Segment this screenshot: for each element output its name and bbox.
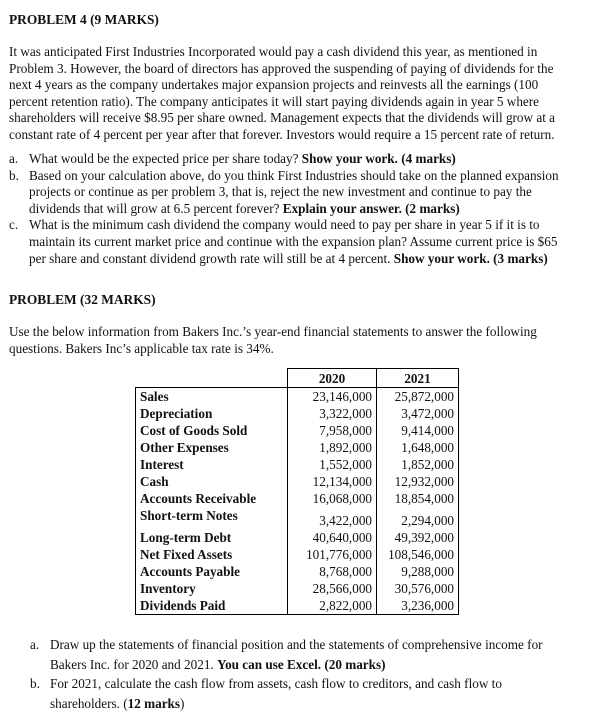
question-instruction: You can use Excel. (20 marks) (217, 656, 386, 672)
question-text: Draw up the statements of financial position and the statements of comprehensive income for (50, 637, 543, 652)
value-2020: 3,322,000 (288, 405, 377, 422)
problem-5-intro (9, 324, 594, 357)
question-text: Based on your calculation above, do you think First Industries should take on the planned expansion (29, 167, 559, 183)
table-row (136, 546, 459, 563)
table-row (136, 563, 459, 580)
row-label: Other Expenses (136, 439, 288, 456)
intro-line: Problem 3. However, the board of directors has approved the suspending of paying of dividends for the (9, 60, 554, 76)
value-2020: 101,776,000 (288, 546, 377, 563)
question-marker: a. (30, 637, 40, 652)
intro-line: constant rate of 4 percent per year after that forever. Investors would require a 15 percent rate of return. (9, 126, 555, 142)
row-label: Cost of Goods Sold (136, 422, 288, 439)
table-row (136, 507, 459, 529)
table-row (136, 473, 459, 490)
question-marker: c. (9, 217, 19, 233)
intro-line: questions. Bakers Inc’s applicable tax rate is 34%. (9, 340, 274, 356)
problem-4-heading: PROBLEM 4 (9 MARKS) (9, 12, 159, 27)
value-2021: 108,546,000 (377, 546, 459, 563)
value-2020: 1,552,000 (288, 456, 377, 473)
table-header-row (136, 369, 459, 388)
question-b (9, 168, 559, 218)
question-instruction: Explain your answer. (2 marks) (282, 200, 460, 216)
value-2021: 30,576,000 (377, 580, 459, 597)
intro-line: next 4 years as the company undertakes major expansion projects and reinvests all the earnings (100 (9, 77, 539, 93)
question-text: What is the minimum cash dividend the company would need to pay per share in year 5 if it is to (29, 217, 540, 233)
table-row (136, 529, 459, 546)
value-2021: 2,294,000 (377, 507, 459, 529)
value-2020: 1,892,000 (288, 439, 377, 456)
table-row (136, 405, 459, 422)
value-2021: 1,852,000 (377, 456, 459, 473)
column-header-2021: 2021 (377, 369, 459, 388)
table-row (136, 580, 459, 597)
table-row (136, 597, 459, 615)
value-2020: 8,768,000 (288, 563, 377, 580)
value-2021: 18,854,000 (377, 490, 459, 507)
question-text: What would be the expected price per share today? (29, 151, 302, 166)
question-text: shareholders. ( (50, 695, 128, 711)
row-label: Cash (136, 473, 288, 490)
value-2020: 2,822,000 (288, 597, 377, 615)
financial-data-table (135, 368, 459, 615)
problem-4-intro (9, 44, 594, 144)
question-marker: a. (9, 151, 19, 166)
problem-5-questions (30, 635, 543, 713)
question-b (30, 674, 543, 713)
value-2020: 3,422,000 (288, 507, 377, 529)
intro-line: It was anticipated First Industries Incorporated would pay a cash dividend this year, as mentioned in (9, 44, 538, 59)
row-label: Short-term Notes (136, 507, 288, 529)
question-c (9, 217, 559, 267)
value-2021: 9,288,000 (377, 563, 459, 580)
question-marker: b. (9, 167, 19, 183)
question-text: dividends that will grow at 6.5 percent forever? (29, 200, 283, 216)
table-row (136, 422, 459, 439)
row-label: Inventory (136, 580, 288, 597)
question-a (9, 151, 559, 168)
question-instruction: Show your work. (3 marks) (393, 250, 548, 266)
question-instruction: 12 marks (127, 695, 181, 711)
value-2020: 16,068,000 (288, 490, 377, 507)
question-text: projects or continue as per problem 3, that is, reject the new investment and continue to pay the (29, 184, 532, 200)
row-label: Net Fixed Assets (136, 546, 288, 563)
value-2020: 28,566,000 (288, 580, 377, 597)
row-label: Dividends Paid (136, 597, 288, 615)
value-2020: 7,958,000 (288, 422, 377, 439)
value-2021: 9,414,000 (377, 422, 459, 439)
question-marker: b. (30, 676, 40, 691)
value-2021: 25,872,000 (377, 388, 459, 406)
table-row (136, 439, 459, 456)
intro-line: percent retention ratio). The company anticipates it will start paying dividends again in year 5 where (9, 93, 540, 109)
row-label: Sales (136, 388, 288, 406)
row-label: Interest (136, 456, 288, 473)
value-2021: 3,472,000 (377, 405, 459, 422)
question-a (30, 635, 543, 674)
row-label: Accounts Payable (136, 563, 288, 580)
question-text: maintain its current market price and continue with the expansion plan? Assume current price is $65 (29, 233, 558, 249)
value-2021: 1,648,000 (377, 439, 459, 456)
value-2021: 12,932,000 (377, 473, 459, 490)
header-blank (136, 369, 288, 388)
value-2020: 23,146,000 (288, 388, 377, 406)
question-text: Bakers Inc. for 2020 and 2021. (50, 656, 218, 672)
column-header-2020: 2020 (288, 369, 377, 388)
row-label: Accounts Receivable (136, 490, 288, 507)
intro-line: shareholders will receive $8.95 per share owned. Management expects that the dividends will grow at a (9, 110, 556, 126)
table-row (136, 490, 459, 507)
value-2021: 3,236,000 (377, 597, 459, 615)
question-text: For 2021, calculate the cash flow from assets, cash flow to creditors, and cash flow to (50, 676, 502, 691)
problem-4-questions (9, 151, 559, 267)
question-instruction: Show your work. (4 marks) (301, 151, 456, 166)
problem-5-heading: PROBLEM (32 MARKS) (9, 292, 156, 307)
table-row (136, 388, 459, 406)
value-2021: 49,392,000 (377, 529, 459, 546)
row-label: Depreciation (136, 405, 288, 422)
value-2020: 40,640,000 (288, 529, 377, 546)
row-label: Long-term Debt (136, 529, 288, 546)
question-text: ) (180, 695, 185, 711)
intro-line: Use the below information from Bakers Inc.’s year-end financial statements to answer the following (9, 324, 537, 339)
table-row (136, 456, 459, 473)
question-text: per share and constant dividend growth rate will still be at 4 percent. (29, 250, 394, 266)
value-2020: 12,134,000 (288, 473, 377, 490)
